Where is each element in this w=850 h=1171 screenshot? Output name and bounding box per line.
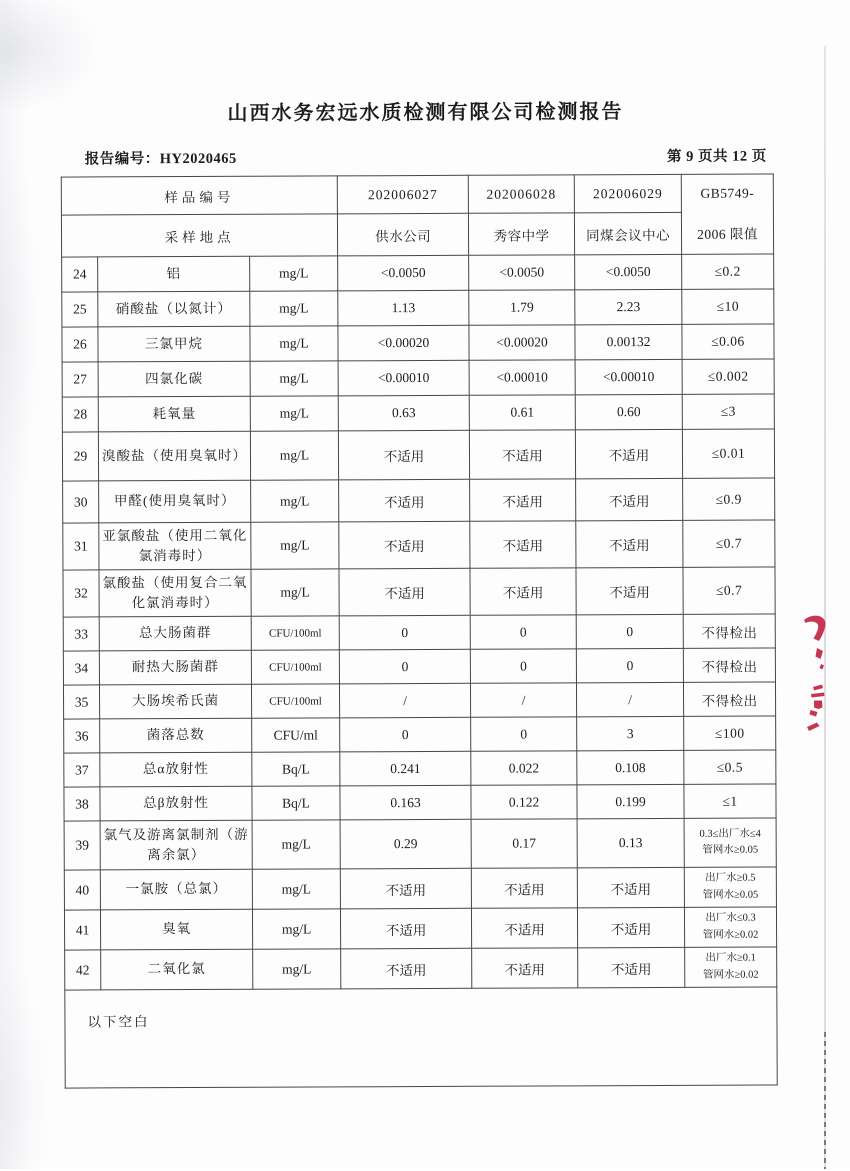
row-number: 26 [62,327,98,362]
limit-value: 不得检出 [683,614,775,648]
sample1-value: 0.63 [338,395,469,431]
sample3-value: 0 [576,648,683,682]
table-row [64,784,776,821]
parameter-name: 氯酸盐（使用复合二氧化氯消毒时） [99,569,251,617]
table-row [63,614,775,651]
sample1-value: 0.163 [340,785,471,820]
limit-value [685,947,777,987]
table-row [64,716,776,753]
unit: mg/L [250,396,338,431]
results-table-header [61,174,773,257]
sample3-value: 不适用 [575,429,682,478]
parameter-name: 二氧化氯 [101,949,253,990]
sample2-value: 不适用 [469,430,575,479]
parameter-name: 耐热大肠菌群 [99,650,251,685]
limit-value: ≤10 [682,289,774,324]
sample3-value: 不适用 [576,478,683,520]
sample3-value: 0.199 [577,784,684,818]
sample1-value: 0 [340,717,471,752]
sample3-value: 0.108 [577,750,684,784]
sample2-value: 0.122 [471,785,577,819]
limit-value: ≤0.2 [682,254,774,289]
sample2-value: <0.00010 [469,360,575,395]
sample2-value: 不适用 [470,521,576,568]
limit-value: 不得检出 [683,648,775,682]
header-row-sample-ids [61,174,773,215]
unit: Bq/L [252,752,340,786]
limit-value [684,867,776,907]
table-row [63,648,775,685]
limit-value: ≤0.7 [683,520,775,567]
sample2-id: 202006028 [468,175,574,213]
parameter-name: 硝酸盐（以氮计） [98,291,250,327]
limit-line2: 管网水≥0.05 [702,844,759,856]
sample1-value: <0.0050 [338,255,469,291]
sample2-value: 0.61 [469,395,575,430]
parameter-name: 三氯甲烷 [98,326,250,362]
header-row-sample-sites [61,212,773,257]
limit-line1: 出厂水≤0.3 [705,912,756,925]
sample2-value: 不适用 [471,868,577,908]
table-row [63,478,775,523]
sample3-value: 不适用 [576,567,683,614]
parameter-name: 总α放射性 [100,752,252,787]
page-indicator: 第 9 页共 12 页 [666,148,767,165]
table-row [64,907,776,950]
sample3-value: 不适用 [578,947,685,987]
parameter-name: 总β放射性 [100,786,252,821]
parameter-name: 总大肠菌群 [99,616,251,651]
row-number: 36 [64,719,100,753]
row-number: 35 [63,685,99,719]
limit-value: ≤0.002 [682,359,774,394]
sample3-value: / [577,682,684,716]
sample2-value: 1.79 [469,290,575,325]
sample3-value: <0.0050 [575,254,682,289]
sample2-value: 0 [471,717,577,751]
sample3-value: 0.13 [577,818,684,867]
limit-line2: 管网水≥0.02 [702,969,759,981]
row-number: 27 [62,362,98,397]
limit-value: ≤1 [684,784,776,818]
parameter-name: 甲醛(使用臭氧时） [99,480,251,523]
sample2-value: <0.00020 [469,325,575,360]
sample1-value: 1.13 [338,290,469,326]
sample1-value: 不适用 [341,948,472,989]
row-number: 34 [63,651,99,685]
limit-value: ≤0.9 [683,478,775,520]
parameter-name: 一氯胺（总氯） [100,869,252,910]
unit: mg/L [250,326,338,361]
sample2-value: / [471,683,577,717]
sample1-site: 供水公司 [337,213,468,256]
limit-value: ≤3 [682,394,774,429]
sample3-value: 不适用 [577,867,684,907]
sample3-value: 2.23 [575,289,682,324]
blank-note: 以下空白 [65,987,777,1088]
sample2-value: 0 [470,649,576,683]
sample2-value: 0.17 [471,819,577,868]
limit-value: ≤0.01 [682,429,774,478]
row-number: 32 [63,570,99,617]
limit-line1: 出厂水≥0.1 [705,952,756,965]
sample2-value: 0.022 [471,751,577,785]
table-row [63,520,775,570]
sample3-id: 202006029 [574,174,681,212]
unit: mg/L [252,909,340,949]
results-table-footer [65,987,777,1088]
table-row [62,429,774,481]
sample3-value: 0 [576,614,683,648]
unit: mg/L [251,569,339,616]
unit: CFU/ml [252,718,340,752]
table-row [62,394,774,432]
limit-value [684,907,776,947]
limit-value [684,818,776,867]
unit: Bq/L [252,786,340,820]
limit-line2: 管网水≥0.05 [702,889,759,901]
limit-standard-line2: 2006 限值 [697,226,759,242]
limit-line1: 出厂水≥0.5 [705,872,756,885]
parameter-name: 氯气及游离氯制剂（游离余氯） [100,820,252,870]
parameter-name: 臭氧 [100,909,252,950]
row-number: 40 [64,870,100,910]
blank-row [65,987,777,1088]
sample1-value: 0 [339,615,470,650]
limit-value: ≤100 [684,716,776,750]
parameter-name: 铝 [98,256,250,292]
unit: CFU/100ml [251,650,339,684]
sample-site-label: 采样地点 [61,214,337,257]
sample1-value: 不适用 [340,868,471,909]
row-number: 29 [62,432,98,481]
report-number-value: HY2020465 [159,150,237,168]
results-table-body [62,254,777,990]
sample1-value: 不适用 [339,479,470,522]
row-number: 37 [64,753,100,787]
sample1-value: 不适用 [339,568,470,616]
sample1-value: 0 [339,649,470,684]
sample2-value: 不适用 [472,948,578,988]
row-number: 25 [62,292,98,327]
row-number: 30 [63,481,99,523]
sample1-value: 不适用 [338,430,469,480]
row-number: 42 [65,950,101,990]
table-row [64,867,776,910]
results-table [61,173,778,1088]
unit: mg/L [252,820,340,869]
sample1-value: <0.00020 [338,325,469,361]
report-number-label: 报告编号： [84,151,160,168]
limit-value: ≤0.06 [682,324,774,359]
report-number [85,147,237,169]
table-row [63,682,775,719]
table-row [64,750,776,787]
unit: mg/L [251,480,339,522]
limit-standard-header [681,174,773,254]
limit-value: ≤0.5 [684,750,776,784]
sample2-value: 不适用 [470,568,576,615]
row-number: 41 [64,910,100,950]
sample1-value: 不适用 [339,521,470,569]
sample3-value: 0.60 [575,394,682,429]
limit-value: 不得检出 [684,682,776,716]
unit: CFU/100ml [251,616,339,650]
parameter-name: 耗氧量 [98,396,250,432]
limit-standard-line1: GB5749- [700,185,755,201]
parameter-name: 亚氯酸盐（使用二氧化氯消毒时） [99,522,251,570]
unit: mg/L [253,949,341,989]
parameter-name: 溴酸盐（使用臭氧时） [98,431,250,481]
table-row [62,289,774,327]
table-row [62,324,774,362]
unit: mg/L [250,256,338,291]
unit: mg/L [252,869,340,909]
meta-row [85,145,767,169]
sample3-value: 3 [577,716,684,750]
table-row [65,947,777,990]
unit: mg/L [250,291,338,326]
page-title: 山西水务宏远水质检测有限公司检测报告 [227,101,624,125]
sample3-site: 同煤会议中心 [574,212,681,254]
row-number: 28 [62,397,98,432]
sample3-value: <0.00010 [575,359,682,394]
unit: mg/L [250,361,338,396]
unit: mg/L [250,431,338,480]
sample1-value: / [340,683,471,718]
row-number: 31 [63,523,99,570]
parameter-name: 四氯化碳 [98,361,250,397]
sample2-value: <0.0050 [469,255,575,290]
unit: mg/L [251,522,339,569]
sample-id-label: 样品编号 [61,176,337,215]
sample2-value: 不适用 [471,908,577,948]
row-number: 39 [64,821,100,870]
limit-line2: 管网水≥0.02 [702,929,759,941]
sample1-value: 0.29 [340,819,471,869]
sample1-id: 202006027 [337,175,468,214]
row-number: 24 [62,257,98,292]
sample2-site: 秀容中学 [468,213,574,255]
row-number: 38 [64,787,100,821]
red-seal-fragment-icon [798,584,834,750]
limit-line1: 0.3≤出厂水≤4 [699,828,761,840]
unit: CFU/100ml [251,684,339,718]
sample3-value: 不适用 [577,907,684,947]
table-row [64,818,776,870]
limit-value: ≤0.7 [683,567,775,614]
row-number: 33 [63,617,99,651]
sample1-value: 不适用 [340,908,471,949]
parameter-name: 大肠埃希氏菌 [99,684,251,719]
sample2-value: 不适用 [470,479,576,521]
sample1-value: <0.00010 [338,360,469,396]
sample3-value: 0.00132 [575,324,682,359]
paper-edge-dashed-line [824,1032,826,1169]
sample2-value: 0 [470,615,576,649]
table-row [62,359,774,397]
sample1-value: 0.241 [340,751,471,786]
table-row [63,567,775,617]
sample3-value: 不适用 [576,520,683,567]
parameter-name: 菌落总数 [100,718,252,753]
table-row [62,254,774,292]
